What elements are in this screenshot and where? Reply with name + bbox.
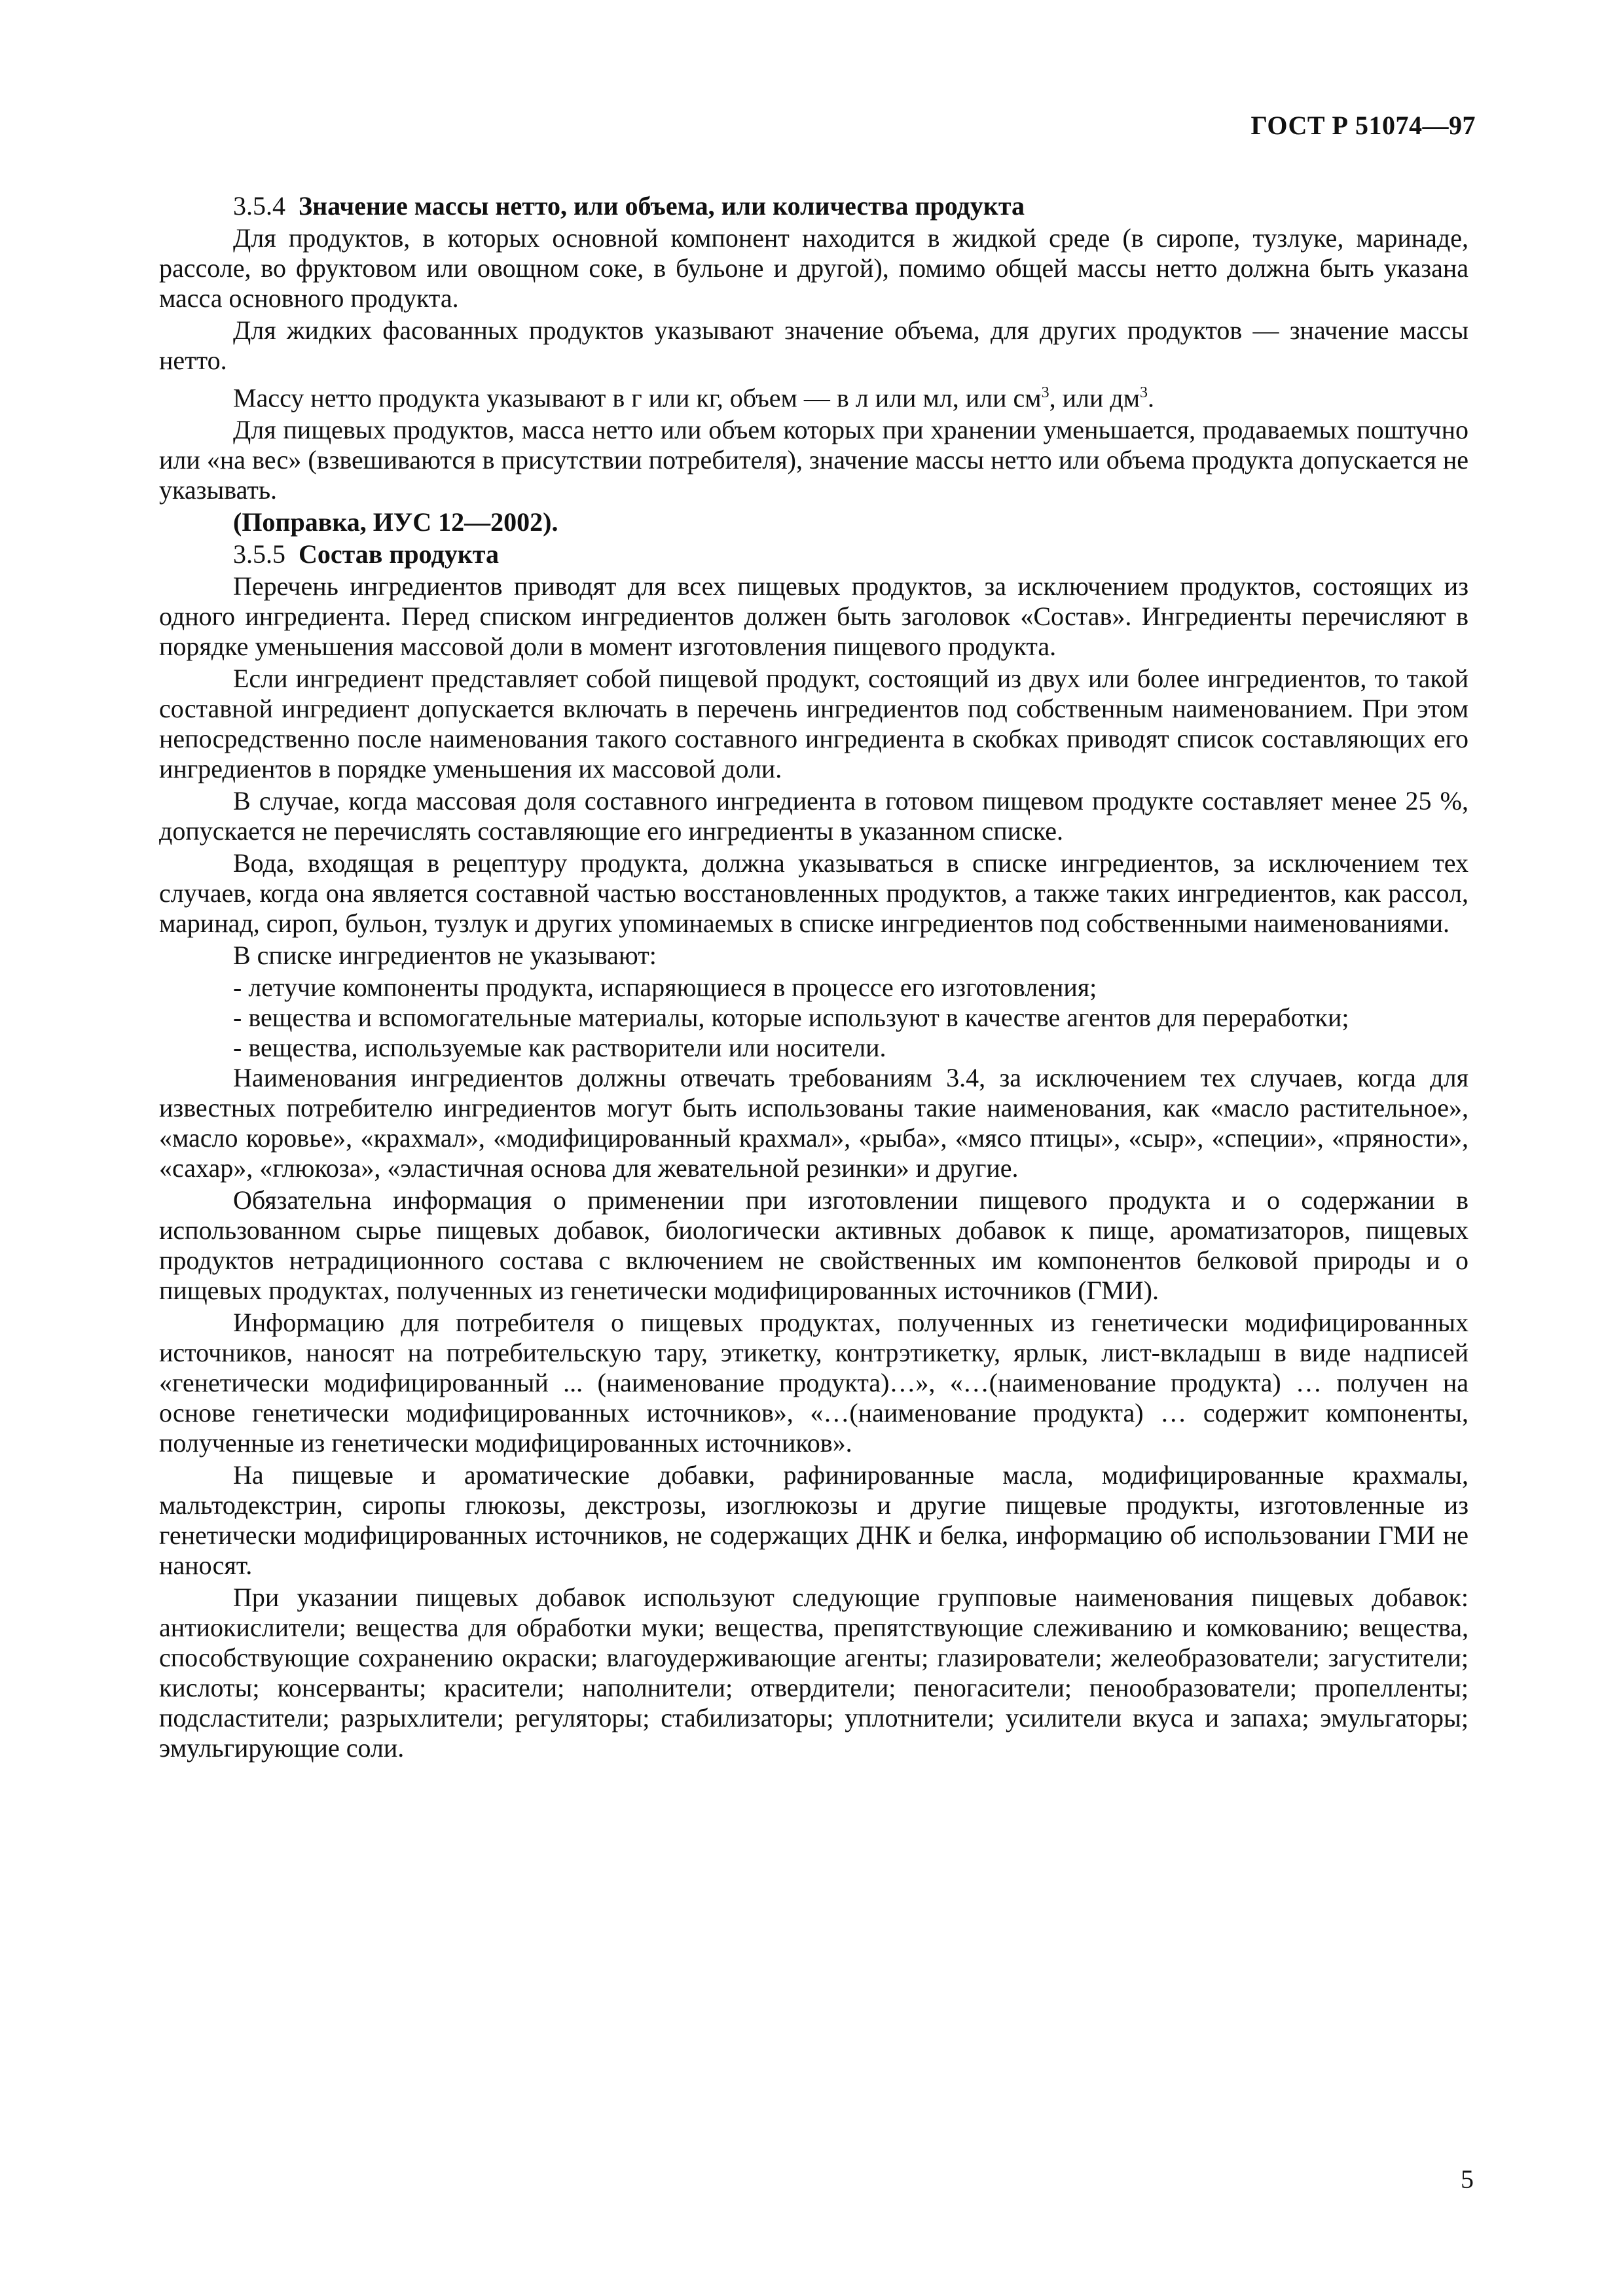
list-item: - вещества, используемые как растворители или носители. bbox=[233, 1033, 886, 1063]
document-code: ГОСТ Р 51074—97 bbox=[1250, 111, 1476, 140]
paragraph: Вода, входящая в рецептуру продукта, должна указываться в списке ингредиентов, за исключением тех случаев, когда она является составной частью восстановленных продуктов, а также таких ингредиентов, как рассол, маринад, сироп, бульон, тузлук и других упоминаемых в списке ингредиентов под собственными наименованиями. bbox=[159, 848, 1468, 939]
amendment-note: (Поправка, ИУС 12—2002). bbox=[233, 507, 558, 537]
paragraph: Перечень ингредиентов приводят для всех пищевых продуктов, за исключением продуктов, состоящих из одного ингредиента. Перед списком ингредиентов должен быть заголовок «Состав». Ингредиенты перечисляют в порядке уменьшения массовой доли в момент изготовления пищевого продукта. bbox=[159, 571, 1468, 662]
paragraph: При указании пищевых добавок используют следующие групповые наименования пищевых добавок: антиокислители; вещества для обработки муки; вещества, препятствующие слеживанию и комкованию; вещества, способствующие сохранению окраски; влагоудерживающие агенты; глазирователи; желеобразователи; загустители; кислоты; консерванты; красители; наполнители; отвердители; пеногасители; пенообразователи; пропелленты; подсластители; разрыхлители; регуляторы; стабилизаторы; уплотнители; усилители вкуса и запаха; эмульгаторы; эмульгирующие соли. bbox=[159, 1583, 1468, 1763]
paragraph: Для жидких фасованных продуктов указывают значение объема, для других продуктов — значение массы нетто. bbox=[159, 315, 1468, 375]
page-number: 5 bbox=[1461, 2164, 1474, 2194]
section-heading-3-5-4 bbox=[159, 191, 1468, 221]
paragraph: В случае, когда массовая доля составного ингредиента в готовом пищевом продукте составляет менее 25 %, допускается не перечислять составляющие его ингредиенты в указанном списке. bbox=[159, 786, 1468, 846]
superscript: 3 bbox=[1041, 384, 1049, 401]
paragraph: Для продуктов, в которых основной компонент находится в жидкой среде (в сиропе, тузлуке, маринаде, рассоле, во фруктовом или овощном соке, в бульоне и другой), помимо общей массы нетто должна быть указана масса основного продукта. bbox=[159, 223, 1468, 313]
section-title: Значение массы нетто, или объема, или количества продукта bbox=[299, 191, 1025, 221]
section-heading-3-5-5 bbox=[159, 539, 1468, 569]
paragraph: Наименования ингредиентов должны отвечать требованиям 3.4, за исключением тех случаев, когда для известных потребителю ингредиентов могут быть использованы такие наименования, как «масло растительное», «масло коровье», «крахмал», «модифицированный крахмал», «рыба», «мясо птицы», «сыр», «специи», «пряности», «сахар», «глюкоза», «эластичная основа для жевательной резинки» и другие. bbox=[159, 1063, 1468, 1183]
section-number: 3.5.5 bbox=[233, 539, 285, 569]
superscript: 3 bbox=[1140, 384, 1148, 401]
section-number: 3.5.4 bbox=[233, 191, 285, 221]
paragraph: Если ингредиент представляет собой пищевой продукт, состоящий из двух или более ингредиентов, то такой составной ингредиент допускается включать в перечень ингредиентов под собственным наименованием. При этом непосредственно после наименования такого составного ингредиента в скобках приводят список составляющих его ингредиентов в порядке уменьшения их массовой доли. bbox=[159, 664, 1468, 784]
paragraph: В списке ингредиентов не указывают: bbox=[233, 941, 657, 971]
paragraph: Обязательна информация о применении при изготовлении пищевого продукта и о содержании в использованном сырье пищевых добавок, биологически активных добавок к пище, ароматизаторов, пищевых продуктов нетрадиционного состава с включением не свойственных им компонентов белковой природы и о пищевых продуктах, полученных из генетически модифицированных источников (ГМИ). bbox=[159, 1185, 1468, 1306]
paragraph: Массу нетто продукта указывают в г или кг, объем — в л или мл, или $см^3$, или $дм^3$. bbox=[233, 383, 1155, 413]
list-item: - летучие компоненты продукта, испаряющиеся в процессе его изготовления; bbox=[233, 973, 1097, 1003]
list-item: - вещества и вспомогательные материалы, которые используют в качестве агентов для переработки; bbox=[233, 1003, 1349, 1033]
paragraph: Для пищевых продуктов, масса нетто или объем которых при хранении уменьшается, продаваемых поштучно или «на вес» (взвешиваются в присутствии потребителя), значение массы нетто или объема продукта допускается не указывать. bbox=[159, 415, 1468, 505]
paragraph: На пищевые и ароматические добавки, рафинированные масла, модифицированные крахмалы, мальтодекстрин, сиропы глюкозы, декстрозы, изоглюкозы и другие пищевые продукты, изготовленные из генетически модифицированных источников, не содержащих ДНК и белка, информацию об использовании ГМИ не наносят. bbox=[159, 1460, 1468, 1581]
section-title: Состав продукта bbox=[299, 539, 499, 569]
paragraph: Информацию для потребителя о пищевых продуктах, полученных из генетически модифицированных источников, наносят на потребительскую тару, этикетку, контрэтикетку, ярлык, лист-вкладыш в виде надписей «генетически модифицированный ... (наименование продукта)…», «…(наименование продукта) … получен на основе генетически модифицированных источников», «…(наименование продукта) … содержит компоненты, полученные из генетически модифицированных источников». bbox=[159, 1308, 1468, 1458]
document-body bbox=[159, 191, 1468, 1765]
